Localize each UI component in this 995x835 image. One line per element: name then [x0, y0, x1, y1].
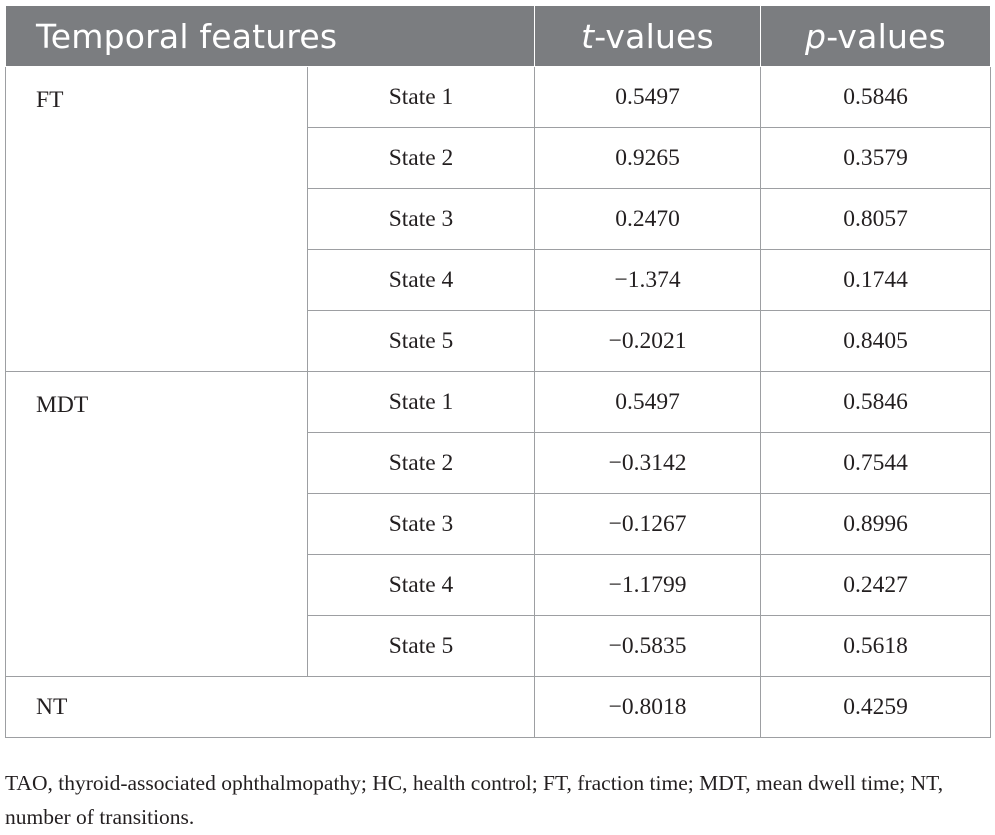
t-value-cell: 0.5497 — [535, 67, 761, 128]
group-label-ft: FT — [6, 67, 308, 372]
state-cell: State 1 — [308, 67, 535, 128]
table-row-nt — [6, 677, 991, 738]
p-value-cell: 0.8405 — [761, 311, 991, 372]
state-cell: State 1 — [308, 372, 535, 433]
p-value-cell: 0.8996 — [761, 494, 991, 555]
t-value-cell: −0.8018 — [535, 677, 761, 738]
state-cell: State 3 — [308, 494, 535, 555]
header-t-rest: -values — [594, 16, 714, 56]
state-cell: State 5 — [308, 311, 535, 372]
header-row — [6, 6, 991, 67]
header-p-italic: p — [805, 16, 827, 56]
temporal-features-table — [5, 6, 991, 738]
p-value-cell: 0.5846 — [761, 372, 991, 433]
p-value-cell: 0.5846 — [761, 67, 991, 128]
t-value-cell: −0.3142 — [535, 433, 761, 494]
p-value-cell: 0.1744 — [761, 250, 991, 311]
p-value-cell: 0.2427 — [761, 555, 991, 616]
p-value-cell: 0.7544 — [761, 433, 991, 494]
table-footnote: TAO, thyroid-associated ophthalmopathy; HC, health control; FT, fraction time; MDT, mean dwell time; NT, number of transitions. — [5, 771, 944, 829]
table-row — [6, 372, 991, 433]
t-value-cell: −0.2021 — [535, 311, 761, 372]
state-cell: State 3 — [308, 189, 535, 250]
state-cell: State 5 — [308, 616, 535, 677]
table-container — [5, 6, 990, 738]
t-value-cell: −0.5835 — [535, 616, 761, 677]
t-value-cell: 0.2470 — [535, 189, 761, 250]
p-value-cell: 0.4259 — [761, 677, 991, 738]
state-cell: State 2 — [308, 128, 535, 189]
t-value-cell: −1.1799 — [535, 555, 761, 616]
header-t-italic: t — [581, 16, 595, 56]
table-row — [6, 67, 991, 128]
t-value-cell: −0.1267 — [535, 494, 761, 555]
group-label-nt: NT — [6, 677, 535, 738]
header-t-values — [535, 6, 761, 67]
state-cell: State 4 — [308, 250, 535, 311]
header-temporal-features: Temporal features — [6, 6, 535, 67]
t-value-cell: 0.9265 — [535, 128, 761, 189]
t-value-cell: −1.374 — [535, 250, 761, 311]
p-value-cell: 0.3579 — [761, 128, 991, 189]
p-value-cell: 0.5618 — [761, 616, 991, 677]
p-value-cell: 0.8057 — [761, 189, 991, 250]
state-cell: State 4 — [308, 555, 535, 616]
t-value-cell: 0.5497 — [535, 372, 761, 433]
group-label-mdt: MDT — [6, 372, 308, 677]
header-p-values — [761, 6, 991, 67]
header-p-rest: -values — [826, 16, 946, 56]
state-cell: State 2 — [308, 433, 535, 494]
